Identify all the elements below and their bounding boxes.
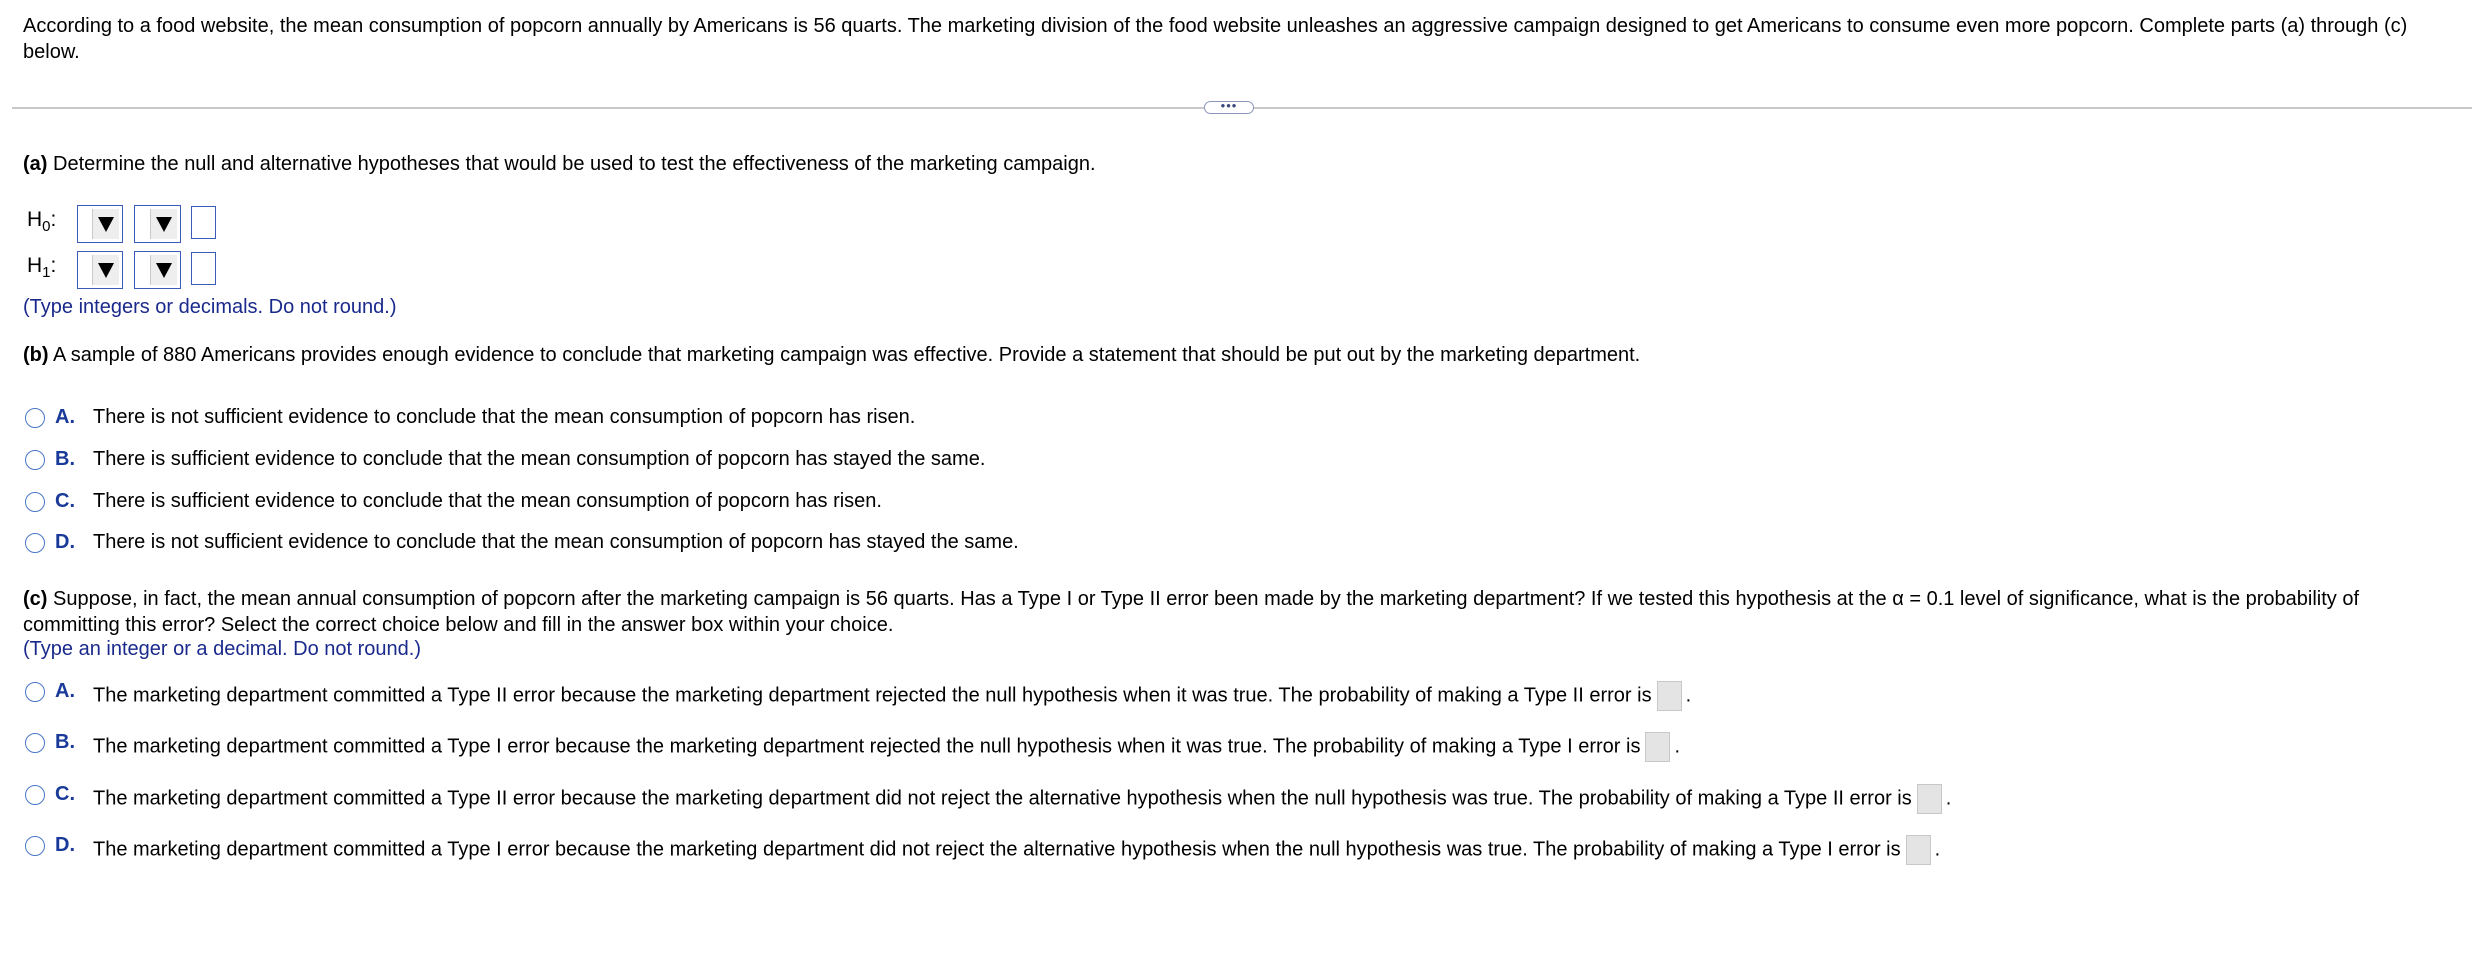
part-b-option-c-letter: C. xyxy=(55,490,75,512)
part-b-option-b-text: There is sufficient evidence to conclude that the mean consumption of popcorn has stayed the same. xyxy=(93,448,986,470)
part-a-note: (Type integers or decimals. Do not round.) xyxy=(23,296,397,318)
dropdown-arrow-icon xyxy=(156,217,172,232)
h1-parameter-dropdown[interactable] xyxy=(77,251,123,289)
part-b-option-a-radio[interactable] xyxy=(25,408,45,428)
part-b-option-c-text: There is sufficient evidence to conclude that the mean consumption of popcorn has risen. xyxy=(93,490,882,512)
part-c-option-c-answer-input[interactable] xyxy=(1917,784,1942,814)
h0-label: $H_0$: xyxy=(27,208,57,236)
dropdown-arrow-icon xyxy=(156,263,172,278)
part-c-note: (Type an integer or a decimal. Do not round.) xyxy=(23,638,421,660)
part-c-option-d-text: The marketing department committed a Type I error because the marketing department did not reject the alternative hypothesis when the null hypothesis was true. The probability of making a Type I error is . xyxy=(93,835,1940,865)
part-b-option-a-letter: A. xyxy=(55,406,75,428)
part-c-option-b-letter: B. xyxy=(55,731,75,753)
part-c-option-d-answer-input[interactable] xyxy=(1906,835,1931,865)
part-c-option-a-radio[interactable] xyxy=(25,682,45,702)
h0-parameter-dropdown[interactable] xyxy=(77,205,123,243)
part-b-question xyxy=(23,344,1640,367)
h1-label: $H_1$: xyxy=(27,254,57,282)
part-c-prompt: Suppose, in fact, the mean annual consumption of popcorn after the marketing campaign is 56 quarts. Has a Type I or Type II error been made by the marketing department? If we tested this hypothesis at the α = 0.1 level of significance, what is the probability of committing this error? Select the correct choice below and fill in the answer box within your choice. xyxy=(23,588,2360,636)
part-a-question xyxy=(23,153,1096,176)
h1-operator-dropdown[interactable] xyxy=(134,251,181,289)
part-b-option-b-letter: B. xyxy=(55,448,75,470)
part-c-option-b-radio[interactable] xyxy=(25,733,45,753)
part-c-question xyxy=(23,586,2453,638)
part-a-label: (a) xyxy=(23,153,48,175)
part-b-label: (b) xyxy=(23,344,49,366)
part-b-option-b-radio[interactable] xyxy=(25,450,45,470)
part-c-option-a-text: The marketing department committed a Type II error because the marketing department rejected the null hypothesis when it was true. The probability of making a Type II error is . xyxy=(93,681,1691,711)
dropdown-arrow-icon xyxy=(98,217,114,232)
part-c-option-b-text: The marketing department committed a Type I error because the marketing department rejected the null hypothesis when it was true. The probability of making a Type I error is . xyxy=(93,732,1680,762)
part-b-option-c-radio[interactable] xyxy=(25,492,45,512)
part-c-option-d-radio[interactable] xyxy=(25,836,45,856)
part-c-option-d-letter: D. xyxy=(55,834,75,856)
h0-operator-dropdown[interactable] xyxy=(134,205,181,243)
part-c-option-c-radio[interactable] xyxy=(25,785,45,805)
part-c-option-b-answer-input[interactable] xyxy=(1645,732,1670,762)
part-b-option-d-letter: D. xyxy=(55,531,75,553)
h0-value-input[interactable] xyxy=(191,206,216,239)
part-c-label: (c) xyxy=(23,588,48,610)
part-c-option-a-letter: A. xyxy=(55,680,75,702)
part-b-option-d-radio[interactable] xyxy=(25,533,45,553)
part-b-prompt: A sample of 880 Americans provides enough evidence to conclude that marketing campaign was effective. Provide a statement that should be put out by the marketing department. xyxy=(53,344,1641,366)
part-b-option-d-text: There is not sufficient evidence to conclude that the mean consumption of popcorn has stayed the same. xyxy=(93,531,1019,553)
h1-value-input[interactable] xyxy=(191,252,216,285)
collapse-handle-button[interactable]: ••• xyxy=(1204,101,1254,114)
part-a-prompt: Determine the null and alternative hypotheses that would be used to test the effectiveness of the marketing campaign. xyxy=(53,153,1096,175)
part-c-option-a-answer-input[interactable] xyxy=(1657,681,1682,711)
dropdown-arrow-icon xyxy=(98,263,114,278)
part-b-option-a-text: There is not sufficient evidence to conclude that the mean consumption of popcorn has risen. xyxy=(93,406,916,428)
question-intro: According to a food website, the mean consumption of popcorn annually by Americans is 56 quarts. The marketing division of the food website unleashes an aggressive campaign designed to get Americans to consume even more popcorn. Complete parts (a) through (c) below. xyxy=(23,15,2408,63)
part-c-option-c-letter: C. xyxy=(55,783,75,805)
part-c-option-c-text: The marketing department committed a Type II error because the marketing department did not reject the alternative hypothesis when the null hypothesis was true. The probability of making a Type II error is . xyxy=(93,784,1951,814)
